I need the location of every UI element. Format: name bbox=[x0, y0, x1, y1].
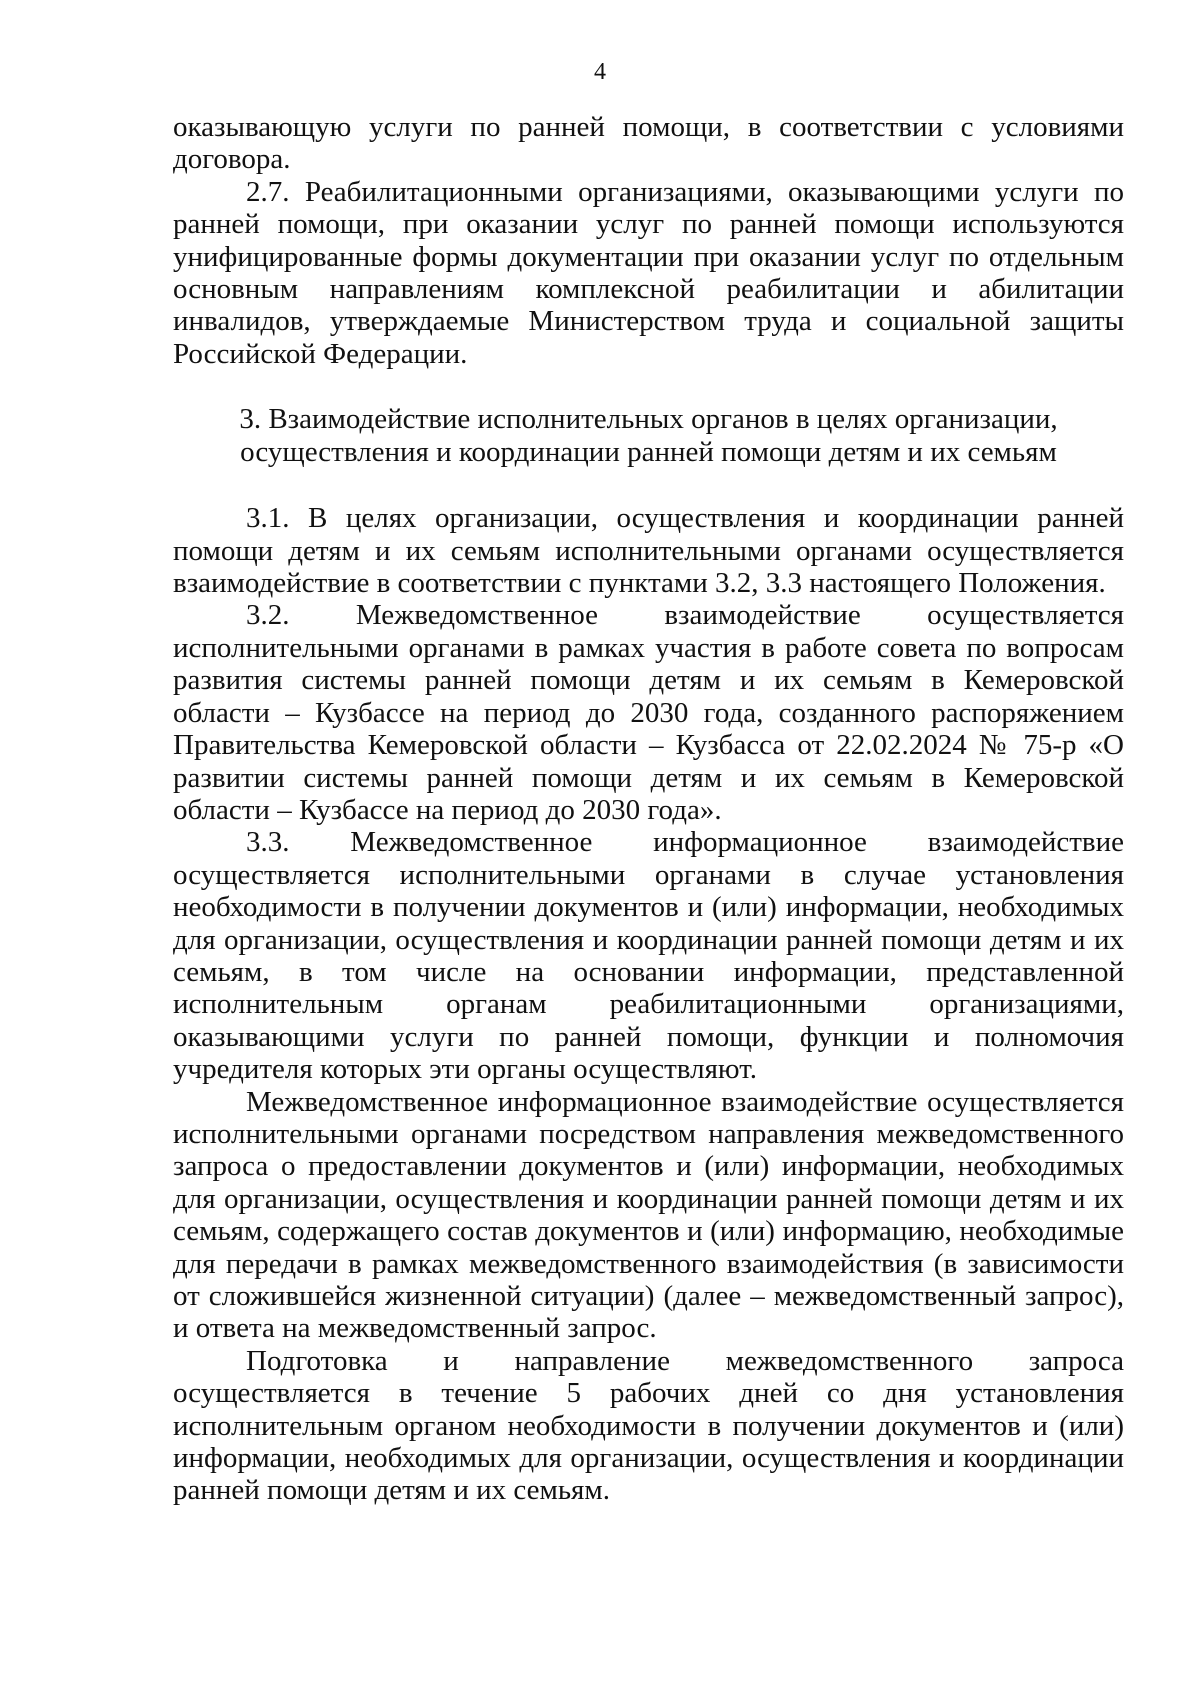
section-title bbox=[173, 403, 1124, 469]
paragraph-continuation: оказывающую услуги по ранней помощи, в соответствии с условиями договора. bbox=[173, 111, 1124, 176]
section-title-line-2: осуществления и координации ранней помощи детям и их семьям bbox=[240, 436, 1057, 469]
document-body bbox=[173, 111, 1124, 1507]
page-number: 4 bbox=[594, 59, 606, 85]
paragraph-3-1: 3.1. В целях организации, осуществления и координации ранней помощи детям и их семьям исполнительными органами осуществляется взаимодействие в соответствии с пунктами 3.2, 3.3 настоящего Положения. bbox=[173, 502, 1124, 600]
paragraph-2-7: 2.7. Реабилитационными организациями, оказывающими услуги по ранней помощи, при оказании услуг по ранней помощи используются унифицированные формы документации при оказании услуг по отдельным основным направлениям комплексной реабилитации и абилитации инвалидов, утверждаемые Министерством труда и социальной защиты Российской Федерации. bbox=[173, 175, 1124, 370]
paragraph-request-deadline: Подготовка и направление межведомственного запроса осуществляется в течение 5 рабочих дней со дня установления исполнительным органом необходимости в получении документов и (или) информации, необходимых для организации, осуществления и координации ранней помощи детям и их семьям. bbox=[173, 1344, 1124, 1507]
paragraph-3-2: 3.2. Межведомственное взаимодействие осуществляется исполнительными органами в рамках участия в работе совета по вопросам развития системы ранней помощи детям и их семьям в Кемеровской области – Кузбассе на период до 2030 года, созданного распоряжением Правительства Кемеровской области – Кузбасса от 22.02.2024 № 75-р «О развитии системы ранней помощи детям и их семьям в Кемеровской области – Кузбассе на период до 2030 года». bbox=[173, 599, 1124, 826]
paragraph-3-3: 3.3. Межведомственное информационное взаимодействие осуществляется исполнительными органами в случае установления необходимости в получении документов и (или) информации, необходимых для организации, осуществления и координации ранней помощи детям и их семьям, в том числе на основании информации, представленной исполнительным органам реабилитационными организациями, оказывающими услуги по ранней помощи, функции и полномочия учредителя которых эти органы осуществляют. bbox=[173, 826, 1124, 1086]
paragraph-interagency-request: Межведомственное информационное взаимодействие осуществляется исполнительными органами посредством направления межведомственного запроса о предоставлении документов и (или) информации, необходимых для организации, осуществления и координации ранней помощи детям и их семьям, содержащего состав документов и (или) информацию, необходимые для передачи в рамках межведомственного взаимодействия (в зависимости от сложившейся жизненной ситуации) (далее – межведомственный запрос), и ответа на межведомственный запрос. bbox=[173, 1085, 1124, 1345]
section-title-line-1: 3. Взаимодействие исполнительных органов в целях организации, bbox=[239, 403, 1058, 436]
